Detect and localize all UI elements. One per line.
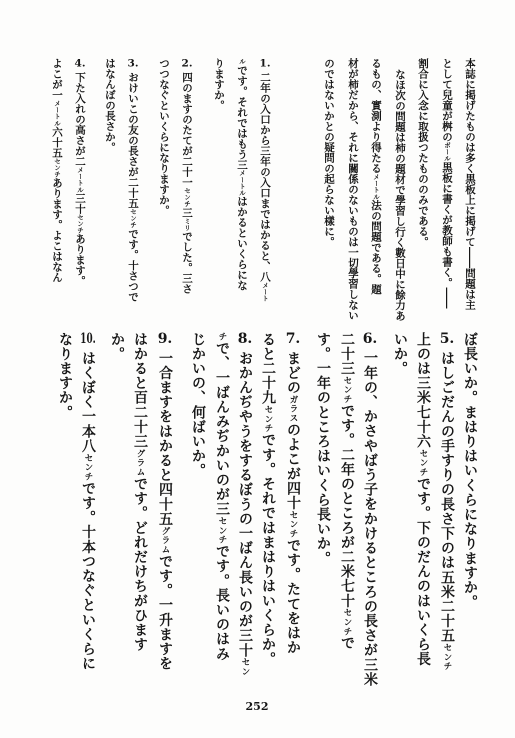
problem-1-line-1 [258,58,272,324]
problem-4-text: 下た入れの高さが二メートル三十センチあります。 [74,72,86,286]
problem-8-line-2: チで、一ばんみぢかいのが三センチです。長いのはみ [214,332,230,662]
problem-4-line-1 [73,58,87,324]
problem-7-number: 7. [285,332,301,346]
problem-10-text: はくぼく一本八センチです。十本つなぐといくらに [80,350,96,671]
problem-5-number: 5. [439,332,455,346]
problem-1-text: 二年の入口から三年の入口まではかると、八メート [259,72,271,302]
intro-line-2: として兒童が桝のボール黒板に書くが教師も書く。―― [441,58,453,309]
problem-1-line-2: ルです。それではもう三メートルはかるといくらにな [236,58,248,291]
problem-10-line-2: なりますか。 [57,332,73,420]
problem-9-text: 一合ますをはかると四十五グラムです。一升ますを [157,350,173,671]
problem-5-line-2: 上のは三米七十六センチです。下のだんのはいくら長 [415,332,431,667]
problem-9-line-1 [156,332,174,688]
problem-6-number: 6. [362,332,378,346]
problem-7-line-2: ると二十九センチです。それではまはりはいくらか。 [260,332,276,667]
problem-3-number: 3. [127,58,139,69]
intro-line-7: のではないかとの疑問の起らない樣に。 [323,58,335,247]
problem-3-text: おけいこの友の長さが二十五センチです。十さつで [127,72,139,302]
problem-6-line-1 [361,332,379,688]
problem-6-text: 一年の、かさやばう子をかけるところの長さが三米 [362,350,378,687]
problem-2-text: 四のますのたてが二十一センチ三ミリでした。三さ [181,72,193,294]
intro-line-6: 材が柿だから、それに關係のないものは一切學習しない [347,58,359,321]
problem-9-line-3: か。 [109,332,125,362]
problem-1-number: 1. [259,58,271,69]
problem-10-number: 10. [80,332,96,346]
intro-line-3: 割合に入念に取扱つたもののみである。 [417,58,429,247]
problem-8-line-3: じかいの、何ばいか。 [190,332,206,478]
problem-2-line-1 [180,58,194,324]
problem-6-line-3: す。一年のところはいくら長いか。 [315,332,331,566]
problem-9-number: 9. [157,332,173,346]
problem-8-text: おかんぢやうをするぼうの一ばん長いのが三十セン [237,350,253,677]
problem-7-line-1 [284,332,302,688]
problem-2-line-2: つつなぐといくらになりますか。 [158,58,170,216]
problem-1-line-3: りますか。 [213,58,225,111]
problem-6-line-2: 二十三センチです。二年のところが二米七十センチで [339,332,355,651]
problem-3-line-2: はなんぼの長さか。 [104,58,116,153]
intro-line-5: るもの、實測より得たるメートル法の問題である。題 [370,58,382,295]
problem-4-line-3: ぼ長いか。まはりはいくらになりますか。 [462,332,478,610]
problem-5-line-3: いか。 [392,332,408,376]
problem-8-line-1 [236,332,254,688]
problem-5-line-1 [438,332,456,688]
problem-3-line-1 [126,58,140,324]
problem-10-line-1 [79,332,97,688]
intro-line-4: なほ次の問題は柿の題材で學習し行く數日中に餘力あ [394,68,406,321]
problem-7-text: まどのガラスのよこが四十センチです。たてをはか [285,350,301,655]
problem-5-text: はしごだんの手すりの長さ下のは五米二十五センチ [439,350,455,671]
intro-line-1: 本誌に掲げたものは多く黒板上に掲げて――問題は主 [464,58,476,310]
problem-4-line-2: よこが一メートル六十五センチあります。よこはなん [51,58,63,283]
problem-8-number: 8. [237,332,253,346]
page-number: 252 [245,700,269,713]
problem-2-number: 2. [181,58,193,69]
problem-4-number: 4. [74,58,86,69]
problem-9-line-2: はかると百二十三グラムです。どれだけちがひます [132,332,148,652]
